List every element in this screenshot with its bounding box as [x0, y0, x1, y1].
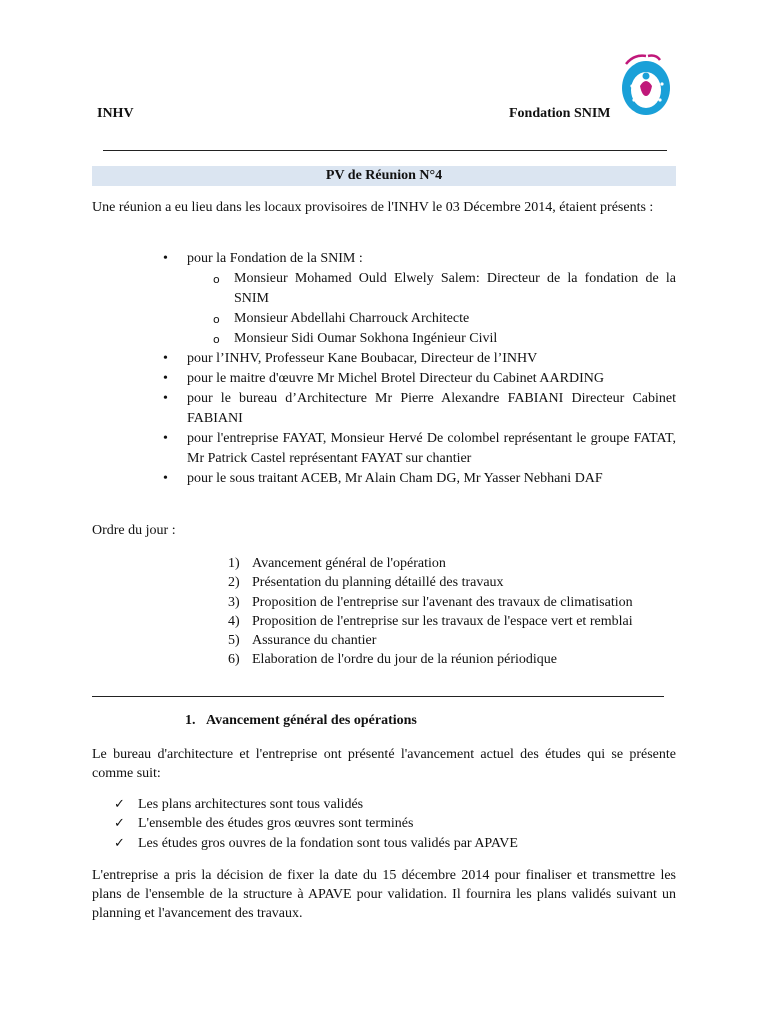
- document-title: PV de Réunion N°4: [92, 166, 676, 186]
- agenda-text: Elaboration de l'ordre du jour de la réunion périodique: [252, 652, 557, 668]
- check-item: [114, 795, 674, 814]
- agenda-text: Assurance du chantier: [252, 633, 377, 649]
- circle-bullet-icon: o: [213, 313, 220, 326]
- header-left-org: INHV: [97, 106, 134, 121]
- attendee-text: pour le maitre d'œuvre Mr Michel Brotel Directeur du Cabinet AARDING: [187, 371, 604, 386]
- agenda-text: Proposition de l'entreprise sur les travaux de l'espace vert et remblai: [252, 613, 633, 629]
- bullet-icon: •: [163, 251, 168, 266]
- attendee-text: pour l’INHV, Professeur Kane Boubacar, Directeur de l’INHV: [187, 351, 538, 366]
- bullet-icon: •: [163, 471, 168, 486]
- bullet-icon: •: [163, 351, 168, 366]
- agenda-number: 6): [228, 652, 240, 668]
- check-text: Les plans architectures sont tous validés: [138, 797, 364, 812]
- check-item: [114, 814, 674, 833]
- sub-attendee-text: Monsieur Sidi Oumar Sokhona Ingénieur Civil: [234, 331, 498, 346]
- agenda-item: [228, 593, 688, 612]
- attendee-text: pour le sous traitant ACEB, Mr Alain Cham DG, Mr Yasser Nebhani DAF: [187, 471, 603, 486]
- section-intro: Le bureau d'architecture et l'entreprise ont présenté l'avancement actuel des études qui se présente comme suit:: [92, 747, 676, 781]
- attendee-text: pour la Fondation de la SNIM :: [187, 251, 363, 266]
- circle-bullet-icon: o: [213, 333, 220, 346]
- attendee-item: [163, 249, 676, 349]
- sub-attendee-text: Monsieur Abdellahi Charrouck Architecte: [234, 311, 470, 326]
- attendee-item: [163, 469, 676, 489]
- header-right-org: Fondation SNIM: [509, 106, 611, 121]
- section-conclusion: L'entreprise a pris la décision de fixer la date du 15 décembre 2014 pour finaliser et transmettre les plans de l'ensemble de la structure à APAVE pour validation. Il fournira les plans validés suivant un planning et l'avancement des travaux.: [92, 868, 676, 921]
- header-divider: [103, 150, 667, 151]
- bullet-icon: •: [163, 371, 168, 386]
- attendee-item: [163, 389, 676, 429]
- sub-attendee-item: [213, 269, 676, 309]
- intro-paragraph: Une réunion a eu lieu dans les locaux provisoires de l'INHV le 03 Décembre 2014, étaient présents :: [92, 200, 654, 215]
- attendee-sublist: [187, 269, 676, 349]
- attendee-item: [163, 429, 676, 469]
- attendee-item: [163, 369, 676, 389]
- section-divider: [92, 696, 664, 697]
- agenda-label: Ordre du jour :: [92, 523, 176, 538]
- check-item: [114, 834, 674, 853]
- checkmark-icon: ✓: [114, 816, 125, 832]
- attendee-item: [163, 349, 676, 369]
- agenda-item: [228, 612, 688, 631]
- agenda-number: 1): [228, 556, 240, 571]
- agenda-list: [228, 554, 688, 670]
- attendee-text: pour l'entreprise FAYAT, Monsieur Hervé De colombel représentant le groupe FATAT, Mr Patrick Castel représentant FAYAT sur chantier: [187, 431, 676, 466]
- status-checklist: [114, 795, 674, 853]
- check-text: L'ensemble des études gros œuvres sont terminés: [138, 816, 414, 832]
- section-heading: [185, 713, 417, 729]
- sub-attendee-item: [213, 329, 676, 349]
- circle-bullet-icon: o: [213, 273, 220, 286]
- agenda-text: Proposition de l'entreprise sur l'avenant des travaux de climatisation: [252, 594, 633, 610]
- checkmark-icon: ✓: [114, 797, 125, 812]
- agenda-item: [228, 631, 688, 650]
- fondation-snim-logo: [612, 46, 676, 118]
- agenda-text: Avancement général de l'opération: [252, 556, 446, 571]
- agenda-number: 4): [228, 613, 240, 629]
- agenda-number: 2): [228, 575, 240, 591]
- bullet-icon: •: [163, 391, 168, 406]
- bullet-icon: •: [163, 431, 168, 446]
- attendee-list: [163, 249, 676, 489]
- check-text: Les études gros ouvres de la fondation sont tous validés par APAVE: [138, 835, 518, 851]
- attendee-text: pour le bureau d’Architecture Mr Pierre Alexandre FABIANI Directeur Cabinet FABIANI: [187, 391, 676, 426]
- agenda-number: 5): [228, 633, 240, 649]
- sub-attendee-text: Monsieur Mohamed Ould Elwely Salem: Directeur de la fondation de la SNIM: [234, 271, 676, 306]
- agenda-item: [228, 554, 688, 573]
- section-number: 1.: [185, 713, 196, 728]
- agenda-item: [228, 573, 688, 592]
- agenda-item: [228, 650, 688, 669]
- sub-attendee-item: [213, 309, 676, 329]
- section-title: Avancement général des opérations: [206, 713, 417, 728]
- checkmark-icon: ✓: [114, 835, 125, 851]
- agenda-number: 3): [228, 594, 240, 610]
- agenda-text: Présentation du planning détaillé des travaux: [252, 575, 504, 591]
